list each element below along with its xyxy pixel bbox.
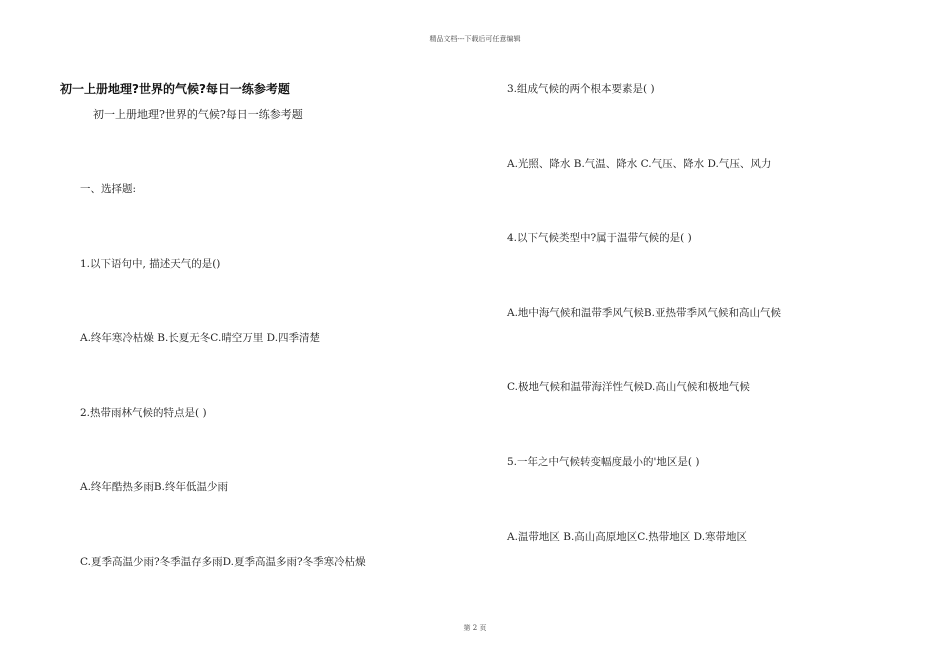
page-header: 精品文档---下载后可任意编辑 <box>429 35 521 43</box>
question-4-options-cd: C.极地气候和温带海洋性气候D.高山气候和极地气候 <box>507 381 750 393</box>
question-2-options-ab: A.终年酷热多雨B.终年低温少雨 <box>80 481 228 493</box>
question-5: 5.一年之中气候转变幅度最小的'地区是( ) <box>507 456 700 468</box>
question-2: 2.热带雨林气候的特点是( ) <box>80 407 207 419</box>
document-title: 初一上册地理?世界的气候?每日一练参考题 <box>60 82 290 96</box>
question-4-options-ab: A.地中海气候和温带季风气候B.亚热带季风气候和高山气候 <box>507 307 781 319</box>
document-subtitle: 初一上册地理?世界的气候?每日一练参考题 <box>93 108 303 121</box>
question-5-options: A.温带地区 B.高山高原地区C.热带地区 D.寒带地区 <box>507 531 748 543</box>
page-footer: 第 2 页 <box>463 624 487 632</box>
question-1: 1.以下语句中, 描述天气的是() <box>80 258 221 270</box>
question-3-options: A.光照、降水 B.气温、降水 C.气压、降水 D.气压、风力 <box>507 158 772 170</box>
question-4: 4.以下气候类型中?属于温带气候的是( ) <box>507 232 692 244</box>
section-heading: 一、选择题: <box>80 183 137 195</box>
question-2-options-cd: C.夏季高温少雨?冬季温存多雨D.夏季高温多雨?冬季寒冷枯燥 <box>80 556 366 568</box>
question-3: 3.组成气候的两个根本要素是( ) <box>507 83 655 95</box>
question-1-options: A.终年寒冷枯燥 B.长夏无冬C.晴空万里 D.四季清楚 <box>80 332 321 344</box>
